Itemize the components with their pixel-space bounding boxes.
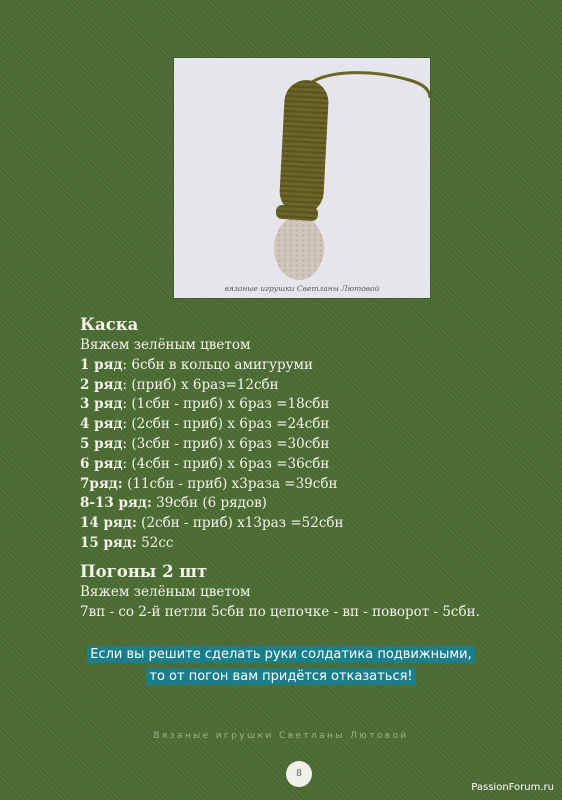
- row-label: 15 ряд:: [80, 534, 137, 551]
- page-footer: Вязаные игрушки Светланы Лютовой: [153, 731, 409, 741]
- pattern-row: [80, 376, 540, 396]
- row-label: 3 ряд: [80, 396, 123, 413]
- row-text: : 6сбн в кольцо амигуруми: [122, 356, 314, 373]
- product-photo: [174, 58, 430, 298]
- row-label: 14 ряд:: [80, 515, 137, 532]
- row-text: 39сбн (6 рядов): [151, 495, 267, 512]
- pattern-row: [80, 514, 540, 534]
- row-label: 4 ряд: [80, 416, 123, 433]
- pattern-row: [80, 534, 540, 554]
- pattern-row: [80, 435, 540, 455]
- pattern-row: [80, 395, 540, 415]
- row-label: 6 ряд: [80, 455, 123, 472]
- row-label: 5 ряд: [80, 435, 123, 452]
- pattern-row: [80, 415, 540, 435]
- row-text: (11сбн - приб) х3раза =39сбн: [122, 475, 338, 492]
- row-text: 52сс: [136, 534, 174, 551]
- pattern-row: [80, 475, 540, 495]
- note-line-1: Если вы решите сделать руки солдатика подвижными,: [87, 646, 475, 663]
- row-text: (2сбн - приб) х13раз =52сбн: [136, 515, 344, 532]
- pattern-instructions: [80, 314, 540, 622]
- section-subtitle-helmet: Вяжем зелёным цветом: [80, 337, 251, 353]
- photo-caption: вязаные игрушки Светланы Лютовой: [224, 284, 380, 293]
- pattern-row: [80, 356, 540, 376]
- row-text: : (4сбн - приб) х 6раз =36сбн: [122, 455, 330, 472]
- pattern-row: [80, 494, 540, 514]
- pattern-row: [80, 455, 540, 475]
- site-watermark: PassionForum.ru: [471, 782, 554, 793]
- row-text: : (2сбн - приб) х 6раз =24сбн: [122, 416, 330, 433]
- section-title-epaulettes: Погоны 2 шт: [80, 561, 208, 581]
- crochet-piece-illustration: [174, 58, 430, 298]
- epaulettes-instruction: 7вп - со 2-й петли 5сбн по цепочке - вп - поворот - 5сбн.: [80, 603, 480, 620]
- row-text: : (3сбн - приб) х 6раз =30сбн: [122, 435, 330, 452]
- row-text: : (приб) х 6раз=12сбн: [122, 376, 279, 393]
- section-subtitle-epaulettes: Вяжем зелёным цветом: [80, 583, 251, 600]
- row-label: 2 ряд: [80, 376, 123, 393]
- highlight-note: [0, 644, 562, 688]
- note-line-2: то от погон вам придётся отказаться!: [146, 668, 415, 685]
- section-title-helmet: Каска: [80, 315, 139, 334]
- row-text: : (1сбн - приб) х 6раз =18сбн: [122, 396, 330, 413]
- row-label: 1 ряд: [80, 356, 123, 373]
- page-number: 8: [286, 761, 312, 787]
- row-label: 8-13 ряд:: [80, 495, 152, 512]
- row-label: 7ряд:: [80, 475, 123, 492]
